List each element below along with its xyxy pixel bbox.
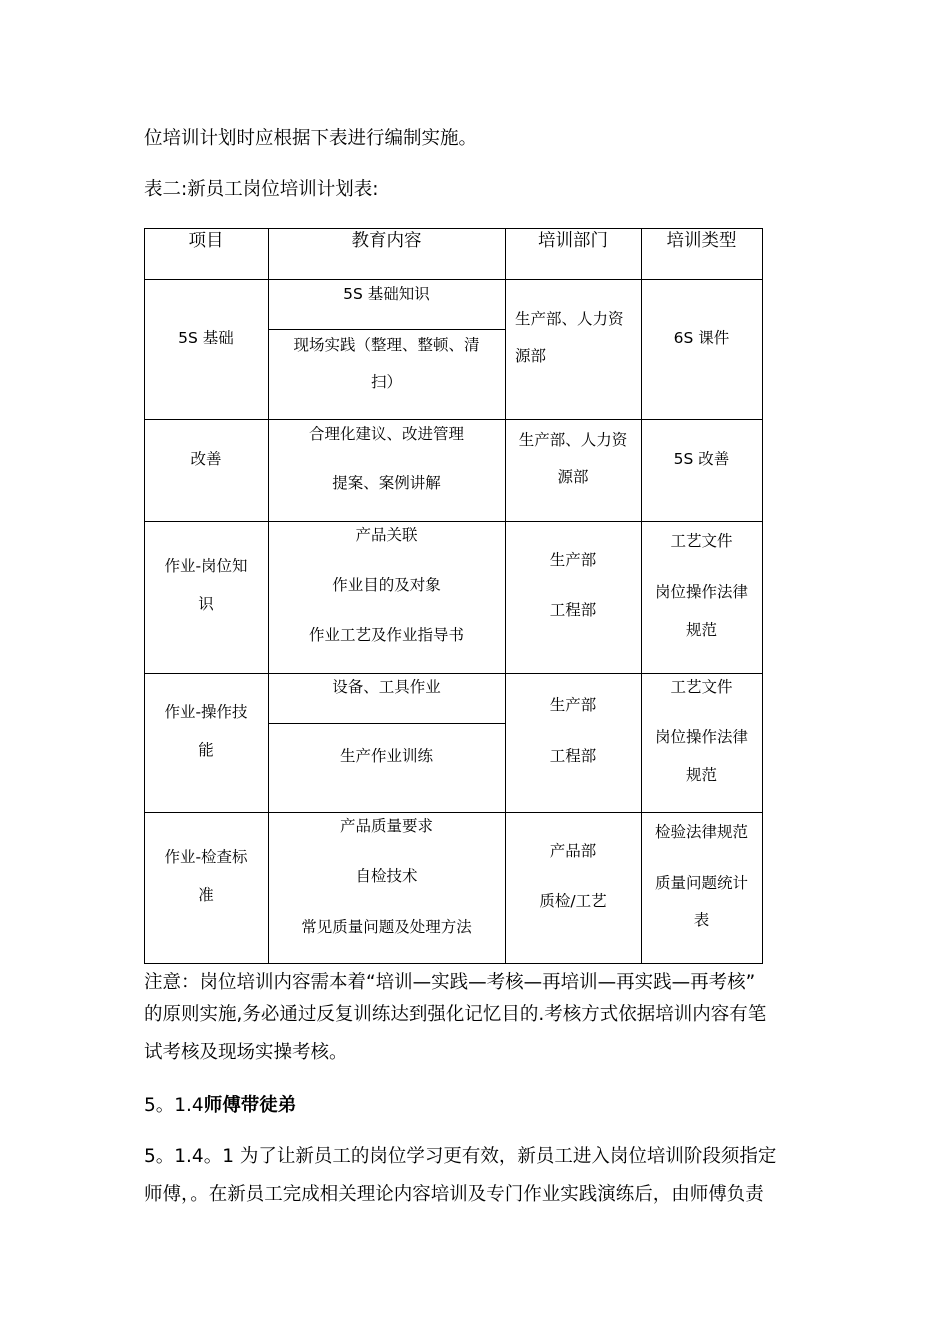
cell-content: 作业工艺及作业指导书 (308, 626, 464, 644)
header-content: 教育内容 (351, 231, 422, 251)
cell-content: 扫） (370, 373, 402, 391)
cell-content: 产品质量要求 (339, 817, 433, 835)
cell-item: 能 (198, 741, 214, 759)
table-border (762, 228, 763, 964)
cell-content: 现场实践（整理、整顿、清 (293, 336, 480, 354)
cell-content: 产品关联 (355, 526, 418, 544)
header-item: 项目 (188, 231, 224, 251)
cell-type: 规范 (685, 766, 717, 784)
section-number: 5。1.4 (144, 1095, 204, 1116)
cell-type: 工艺文件 (670, 532, 733, 550)
cell-content: 合理化建议、改进管理 (308, 425, 464, 443)
table-caption: 表二:新员工岗位培训计划表: (144, 179, 379, 200)
row-divider (144, 812, 763, 813)
cell-item: 5S 基础 (178, 329, 234, 347)
cell-content: 提案、案例讲解 (332, 474, 441, 492)
row-divider (144, 521, 763, 522)
cell-item: 作业-岗位知 (164, 557, 248, 575)
cell-type: 质量问题统计 (654, 874, 748, 892)
header-type: 培训类型 (666, 231, 737, 251)
row-divider (144, 673, 763, 674)
paragraph-line: 5。1.4。1 为了让新员工的岗位学习更有效，新员工进入岗位培训阶段须指定 (144, 1146, 777, 1167)
row-divider (144, 419, 763, 420)
section-heading (144, 1094, 296, 1118)
intro-line: 位培训计划时应根据下表进行编制实施。 (144, 128, 478, 149)
note-line: 注意：岗位培训内容需本着“培训—实践—考核—再培训—再实践—再考核” (144, 972, 756, 993)
cell-dept: 工程部 (549, 601, 597, 619)
cell-dept: 生产部、人力资 (515, 310, 624, 328)
cell-item: 作业-检查标 (164, 848, 248, 866)
cell-type: 规范 (685, 621, 717, 639)
cell-content: 自检技术 (355, 867, 418, 885)
cell-item: 改善 (190, 450, 222, 468)
cell-type: 工艺文件 (670, 678, 733, 696)
cell-divider (268, 329, 505, 330)
cell-type: 岗位操作法律 (654, 583, 748, 601)
cell-type: 表 (693, 911, 710, 929)
cell-type: 检验法律规范 (654, 823, 748, 841)
cell-item: 准 (198, 886, 214, 904)
row-divider (144, 279, 763, 280)
cell-dept: 生产部 (549, 551, 597, 569)
cell-dept: 源部 (557, 468, 589, 486)
table-border (144, 963, 763, 964)
cell-content: 常见质量问题及处理方法 (301, 918, 472, 936)
cell-dept: 生产部 (549, 696, 597, 714)
cell-dept: 质检/工艺 (539, 892, 607, 910)
cell-item: 识 (198, 595, 214, 613)
note-line: 试考核及现场实操考核。 (144, 1042, 348, 1063)
cell-item: 作业-操作技 (164, 703, 248, 721)
cell-content: 5S 基础知识 (343, 285, 430, 303)
note-line: 的原则实施,务必通过反复训练达到强化记忆目的.考核方式依据培训内容有笔 (144, 1004, 767, 1025)
cell-type: 5S 改善 (673, 450, 730, 468)
cell-type: 6S 课件 (673, 329, 730, 347)
cell-dept: 源部 (515, 347, 547, 365)
paragraph-line: 师傅，。在新员工完成相关理论内容培训及专门作业实践演练后，由师傅负责 (144, 1184, 764, 1205)
cell-dept: 产品部 (549, 842, 597, 860)
cell-dept: 工程部 (549, 747, 597, 765)
cell-content: 生产作业训练 (339, 747, 433, 765)
cell-divider (268, 723, 505, 724)
table-border (144, 228, 763, 229)
section-title: 师傅带徒弟 (203, 1095, 297, 1116)
cell-content: 设备、工具作业 (332, 678, 441, 696)
cell-type: 岗位操作法律 (654, 728, 748, 746)
cell-dept: 生产部、人力资 (518, 431, 628, 449)
cell-content: 作业目的及对象 (332, 576, 441, 594)
header-dept: 培训部门 (538, 231, 608, 251)
